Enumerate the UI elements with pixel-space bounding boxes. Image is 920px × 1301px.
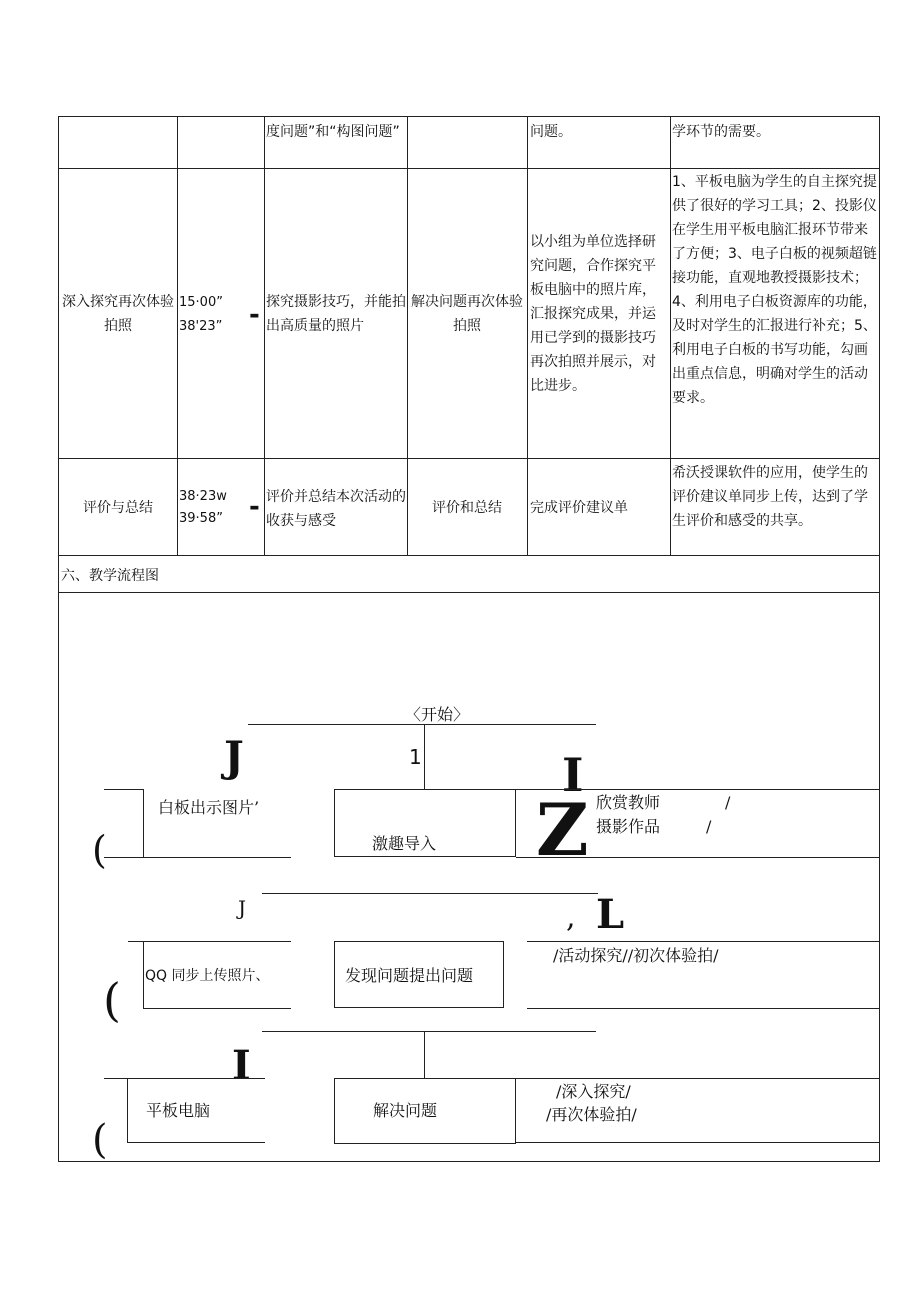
table-cell-activity: 完成评价建议单 <box>530 500 628 516</box>
glyph-comma: , <box>566 900 576 935</box>
glyph-one: 1 <box>409 745 422 769</box>
table-cell-activity: 以小组为单位选择研究问题，合作探究平板电脑中的照片库，汇报探究成果，并运用已学到的摄影技巧再次拍照并展示，对比进步。 <box>530 234 656 394</box>
glyph-i: I <box>562 748 584 802</box>
glyph-z: Z <box>536 787 589 872</box>
table-cell-teacher: 评价并总结本次活动的收获与感受 <box>266 489 406 529</box>
flow-row1-left: 白板出示图片’ <box>158 798 260 817</box>
flow-line <box>143 1008 291 1009</box>
flow-connector <box>262 893 598 894</box>
glyph-l: L <box>596 891 625 938</box>
flow-row1-mark: / <box>725 793 731 812</box>
flow-row1-center: 激趣导入 <box>372 834 437 853</box>
flow-line <box>527 1008 880 1009</box>
flow-line <box>516 857 880 858</box>
flow-row1-right-2: 摄影作品 <box>596 817 661 836</box>
glyph-paren: ( <box>92 1117 108 1163</box>
flow-row1-right-1: 欣赏教师 <box>596 793 661 812</box>
flow-line <box>143 789 144 857</box>
flow-line <box>127 1142 265 1143</box>
flow-connector <box>424 1031 425 1078</box>
flow-line <box>104 789 143 790</box>
flow-row2-left: QQ 同步上传照片、 <box>145 968 270 984</box>
flow-line <box>127 1078 128 1142</box>
section-title: 六、教学流程图 <box>61 568 159 584</box>
flow-line <box>104 857 291 858</box>
flow-line <box>516 1142 880 1143</box>
flow-line <box>516 1078 880 1079</box>
table-cell-tech: 1、平板电脑为学生的自主探究提供了很好的学习工具；2、投影仪在学生用平板电脑汇报环节带来了方便；3、电子白板的视频超链接功能，直观地教授摄影技术；4、利用电子白板资源库的功能，及时对学生的汇报进行补充；5、利用电子白板的书写功能，勾画出重点信息，明确对学生的活动要求。 <box>672 174 877 406</box>
table-col-divider <box>177 116 178 555</box>
glyph-j: J <box>224 732 244 781</box>
table-cell-time-start: 15·00” <box>179 295 223 310</box>
table-cell-teacher: 探究摄影技巧，并能拍出高质量的照片 <box>266 294 406 334</box>
glyph-i: I <box>232 1042 251 1089</box>
table-row-divider <box>58 168 880 169</box>
table-row-divider <box>58 458 880 459</box>
table-cell-tech: 学环节的需要。 <box>672 124 770 140</box>
flow-row1-mark: / <box>706 817 712 836</box>
flow-row3-center: 解决问题 <box>373 1101 438 1120</box>
glyph-paren: ( <box>103 973 121 1027</box>
flow-connector <box>248 724 596 725</box>
flow-connector <box>424 724 425 789</box>
table-cell-stage: 深入探究再次体验拍照 <box>62 294 174 334</box>
table-cell-student: 评价和总结 <box>432 500 502 516</box>
flow-line <box>143 941 144 1008</box>
table-cell-stage: 评价与总结 <box>83 500 153 516</box>
table-col-divider <box>527 116 528 555</box>
flow-line <box>128 941 291 942</box>
dash-mark: - <box>249 492 260 522</box>
table-cell-time-end: 39·58” <box>179 511 223 526</box>
flow-line <box>516 789 880 790</box>
flow-row2-right: /活动探究//初次体验拍/ <box>553 946 719 965</box>
dash-mark: - <box>249 300 260 330</box>
section-divider <box>58 592 880 593</box>
glyph-j: J <box>238 896 247 920</box>
table-cell-tech: 希沃授课软件的应用，使学生的评价建议单同步上传，达到了学生评价和感受的共享。 <box>672 465 868 529</box>
flow-row2-center: 发现问题提出问题 <box>345 966 474 985</box>
flow-row3-right-2: /再次体验拍/ <box>546 1105 637 1124</box>
table-col-divider <box>407 116 408 555</box>
flow-connector <box>262 1031 596 1032</box>
flow-start: 〈开始〉 <box>405 705 470 724</box>
table-cell-activity: 问题。 <box>530 124 572 140</box>
glyph-paren: ( <box>92 828 107 872</box>
flow-line <box>527 941 880 942</box>
table-cell-student: 解决问题再次体验拍照 <box>411 294 523 334</box>
flow-row3-left: 平板电脑 <box>146 1101 211 1120</box>
flow-line <box>104 1078 265 1079</box>
table-cell-time-start: 38·23w <box>179 489 227 504</box>
table-row-divider <box>58 555 880 556</box>
table-col-divider <box>264 116 265 555</box>
table-col-divider <box>670 116 671 555</box>
flow-row3-right-1: /深入探究/ <box>556 1082 631 1101</box>
table-cell-teacher: 度问题”和“构图问题” <box>266 124 400 140</box>
table-cell-time-end: 38'23” <box>179 319 223 334</box>
